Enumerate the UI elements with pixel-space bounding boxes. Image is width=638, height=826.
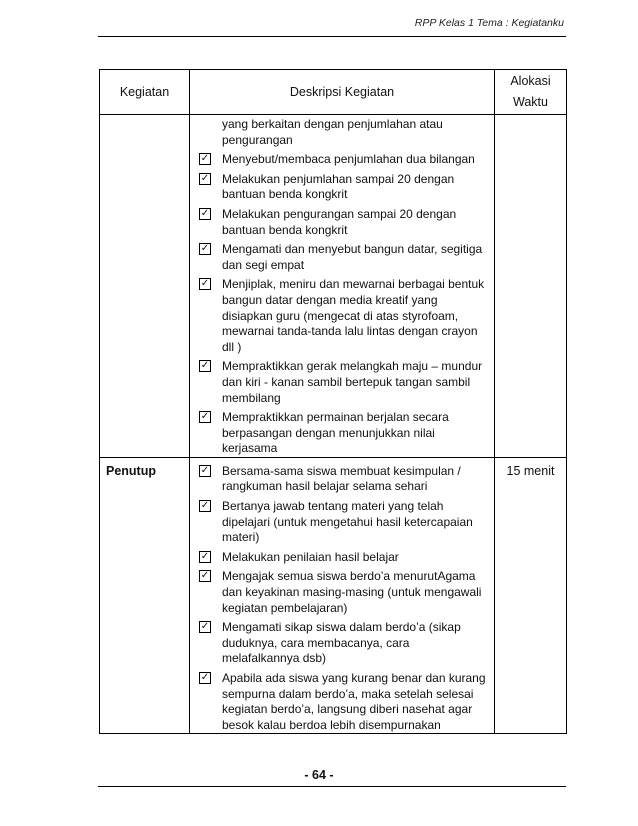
checkbox-checked-icon: ✓ (200, 411, 210, 423)
description-cell (190, 115, 495, 458)
list-item: ✓ Mempraktikkan permainan berjalan secara berpasangan dengan menunjukkan nilai kerjasama (200, 410, 449, 456)
checkbox-checked-icon: ✓ (200, 207, 210, 219)
checkbox-checked-icon: ✓ (200, 278, 210, 290)
header-kegiatan: Kegiatan (100, 70, 190, 115)
checkbox-checked-icon: ✓ (200, 621, 210, 633)
header-deskripsi: Deskripsi Kegiatan (190, 70, 495, 115)
lesson-plan-table (99, 69, 567, 734)
table-row-penutup (100, 457, 567, 734)
table-row-continued (100, 115, 567, 458)
list-item: ✓ Melakukan pengurangan sampai 20 dengan bantuan benda kongkrit (200, 206, 457, 237)
list-item: ✓ Bersama-sama siswa membuat kesimpulan / rangkuman hasil belajar selama sehari (200, 463, 461, 494)
description-cell (190, 457, 495, 734)
list-item: ✓ Mempraktikkan gerak melangkah maju – mundur dan kiri - kanan sambil bertepuk tangan sambil membilang (200, 359, 483, 405)
checkbox-checked-icon: ✓ (200, 672, 210, 683)
checkbox-checked-icon: ✓ (200, 570, 210, 582)
continued-text: yang berkaitan dengan penjumlahan atau pengurangan (222, 117, 443, 147)
checkbox-checked-icon: ✓ (200, 172, 210, 184)
table-header-row (100, 70, 567, 115)
header-rule (98, 36, 566, 37)
list-item: ✓ Mengajak semua siswa berdo’a menurutAgama dan keyakinan masing-masing (untuk mengawali kegiatan pembelajaran) (200, 569, 482, 615)
list-item: ✓ Melakukan penilaian hasil belajar (200, 549, 399, 564)
activity-list (190, 115, 494, 457)
list-item: ✓ Melakukan penjumlahan sampai 20 dengan bantuan benda kongkrit (200, 171, 455, 202)
checkbox-checked-icon: ✓ (200, 550, 210, 562)
allocation-cell-empty (495, 115, 567, 458)
allocation-penutup: 15 menit (495, 457, 567, 734)
checkbox-checked-icon: ✓ (200, 360, 210, 372)
list-item: ✓ Bertanya jawab tentang materi yang telah dipelajari (untuk mengetahui hasil ketercapaian materi) (200, 499, 473, 545)
list-item: ✓ Apabila ada siswa yang kurang benar dan kurang sempurna dalam berdo’a, maka setelah selesai kegiatan berdo’a, langsung diberi nasehat agar besok kalau berdoa lebih disempurnakan (200, 671, 486, 732)
list-item: ✓ Mengamati dan menyebut bangun datar, segitiga dan segi empat (200, 242, 483, 272)
list-item: ✓ Menjiplak, meniru dan mewarnai berbagai bentuk bangun datar dengan media kreatif yang disiapkan guru (mengecat di atas styrofoam, mewarnai tanda-tanda lalu lintas dengan crayon dll ) (200, 277, 485, 354)
header-alokasi-line2: Waktu (513, 95, 548, 109)
header-alokasi (495, 70, 567, 115)
activity-list (190, 458, 494, 734)
stage-cell-empty (100, 115, 190, 458)
list-item: ✓ Mengamati sikap siswa dalam berdo’a (sikap duduknya, cara membacanya, cara melafalkannya dsb) (200, 620, 461, 666)
checkbox-checked-icon: ✓ (200, 243, 210, 255)
stage-penutup: Penutup (100, 457, 190, 734)
header-alokasi-line1: Alokasi (510, 74, 551, 88)
checkbox-checked-icon: ✓ (200, 153, 210, 165)
footer-rule (98, 786, 566, 787)
running-head: RPP Kelas 1 Tema : Kegiatanku (414, 17, 564, 29)
checkbox-checked-icon: ✓ (200, 500, 210, 512)
list-item: ✓ Menyebut/membaca penjumlahan dua bilangan (200, 152, 475, 167)
page-number: - 64 - (304, 768, 334, 782)
checkbox-checked-icon: ✓ (200, 464, 210, 476)
